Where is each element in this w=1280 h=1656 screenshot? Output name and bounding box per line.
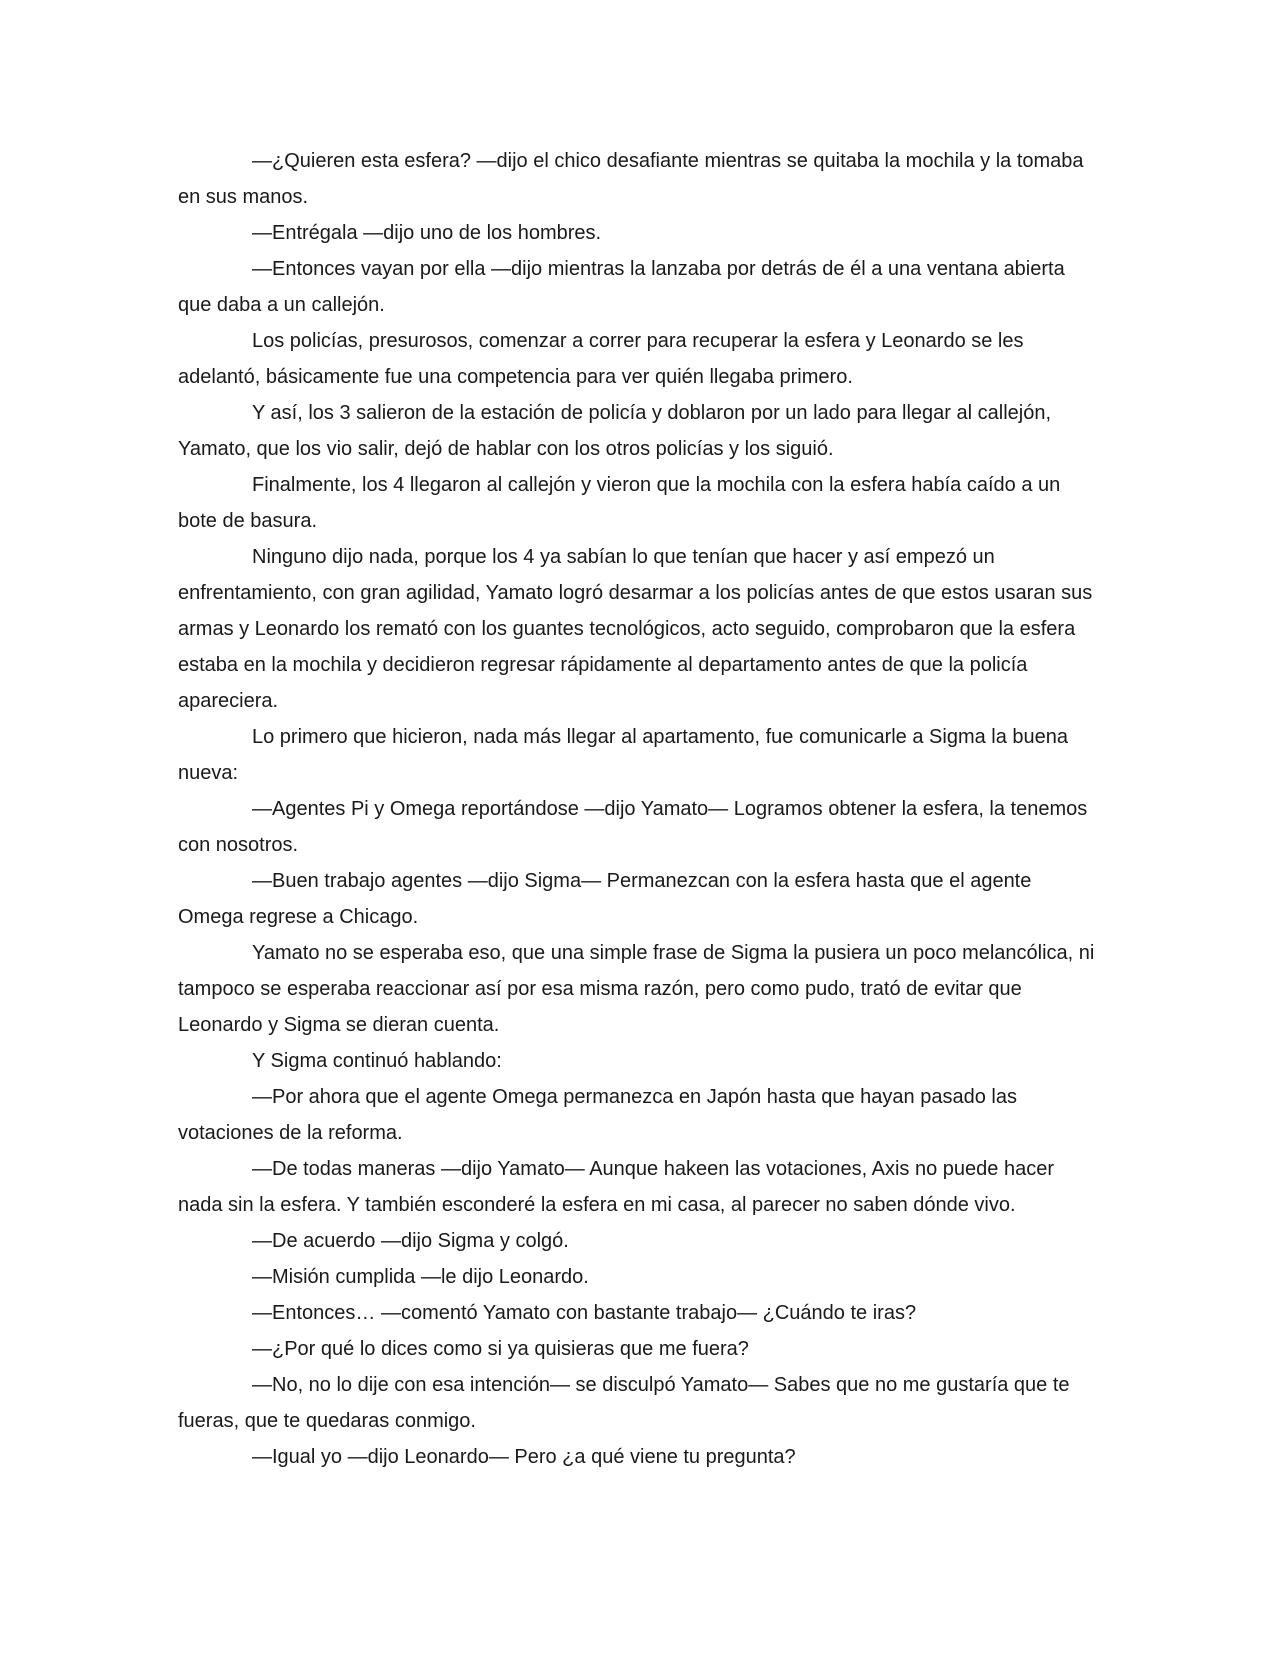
paragraph-1: —¿Quieren esta esfera? —dijo el chico desafiante mientras se quitaba la mochila y la tomaba en sus manos. (178, 150, 1084, 208)
paragraph-4: Los policías, presurosos, comenzar a correr para recuperar la esfera y Leonardo se les adelantó, básicamente fue una competencia para ver quién llegaba primero. (178, 330, 1024, 388)
paragraph-16: —Misión cumplida —le dijo Leonardo. (252, 1266, 589, 1288)
paragraph-12: Y Sigma continuó hablando: (252, 1050, 502, 1072)
paragraph-20: —Igual yo —dijo Leonardo— Pero ¿a qué viene tu pregunta? (252, 1446, 796, 1468)
paragraph-15: —De acuerdo —dijo Sigma y colgó. (252, 1230, 569, 1252)
paragraph-7: Ninguno dijo nada, porque los 4 ya sabían lo que tenían que hacer y así empezó un enfrentamiento, con gran agilidad, Yamato logró desarmar a los policías antes de que estos usaran sus armas y Leonardo los remató con los guantes tecnológicos, acto seguido, comprobaron que la esfera estaba en la mochila y decidieron regresar rápidamente al departamento antes de que la policía apareciera. (178, 546, 1093, 712)
paragraph-13: —Por ahora que el agente Omega permanezca en Japón hasta que hayan pasado las votaciones de la reforma. (178, 1086, 1017, 1144)
paragraph-10: —Buen trabajo agentes —dijo Sigma— Permanezcan con la esfera hasta que el agente Omega regrese a Chicago. (178, 870, 1032, 928)
paragraph-6: Finalmente, los 4 llegaron al callejón y vieron que la mochila con la esfera había caído a un bote de basura. (178, 474, 1061, 532)
paragraph-17: —Entonces… —comentó Yamato con bastante trabajo— ¿Cuándo te iras? (252, 1302, 917, 1324)
paragraph-9: —Agentes Pi y Omega reportándose —dijo Yamato— Logramos obtener la esfera, la tenemos con nosotros. (178, 798, 1088, 856)
paragraph-14: —De todas maneras —dijo Yamato— Aunque hakeen las votaciones, Axis no puede hacer nada sin la esfera. Y también esconderé la esfera en mi casa, al parecer no saben dónde vivo. (178, 1158, 1054, 1216)
paragraph-8: Lo primero que hicieron, nada más llegar al apartamento, fue comunicarle a Sigma la buena nueva: (178, 726, 1069, 784)
paragraph-2: —Entrégala —dijo uno de los hombres. (252, 222, 602, 244)
paragraph-11: Yamato no se esperaba eso, que una simple frase de Sigma la pusiera un poco melancólica, ni tampoco se esperaba reaccionar así por esa misma razón, pero como pudo, trató de evitar que Leonardo y Sigma se dieran cuenta. (178, 942, 1095, 1036)
body-text (178, 143, 1098, 1475)
paragraph-18: —¿Por qué lo dices como si ya quisieras que me fuera? (252, 1338, 749, 1360)
paragraph-19: —No, no lo dije con esa intención— se disculpó Yamato— Sabes que no me gustaría que te fueras, que te quedaras conmigo. (178, 1374, 1070, 1432)
paragraph-3: —Entonces vayan por ella —dijo mientras la lanzaba por detrás de él a una ventana abierta que daba a un callejón. (178, 258, 1065, 316)
paragraph-5: Y así, los 3 salieron de la estación de policía y doblaron por un lado para llegar al callejón, Yamato, que los vio salir, dejó de hablar con los otros policías y los siguió. (178, 402, 1052, 460)
